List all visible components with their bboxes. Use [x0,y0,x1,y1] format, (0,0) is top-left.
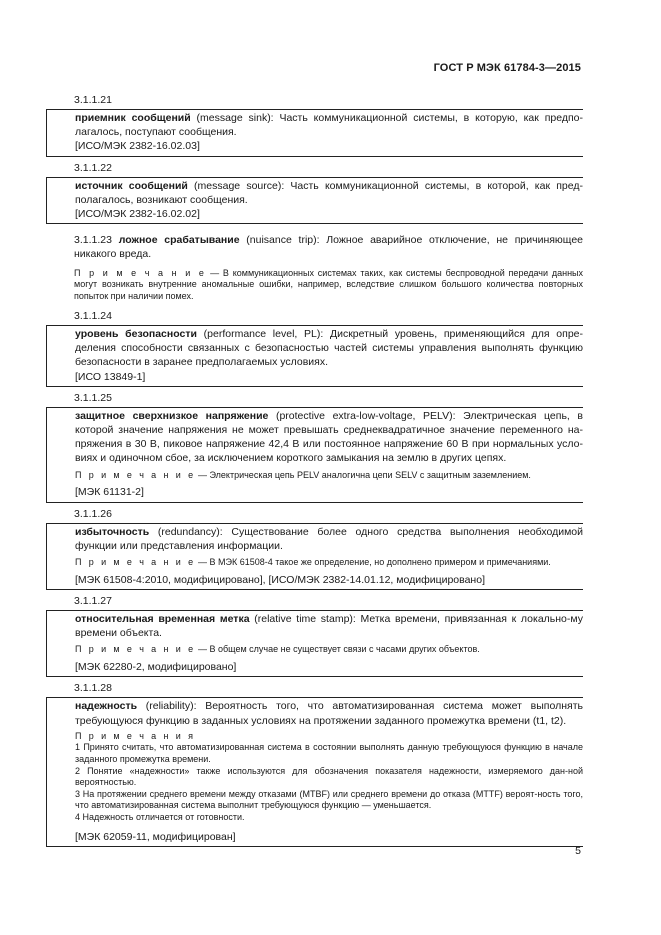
reference: [ИСО 13849-1] [75,370,146,383]
definition-text [75,179,583,207]
note-item: 2 Понятие «надежности» также используются для обозначения показателя надежности, измеряемого дан-ной вероятностью. [75,765,583,788]
entry-number: 3.1.1.27 [74,595,112,608]
document-body [46,91,583,847]
note-item: 4 Надежность отличается от готовности. [75,812,245,823]
definition-body: (performance level, PL): Дискретный уровень, применяющийся для опре-деления способности связанных с безопасностью частей системы управления выполнять функцию безопасности в заранее предполагаемых условиях. [75,328,584,369]
definition-box [46,610,583,677]
note-text: — В общем случае не существует связи с часами других объектов. [195,644,480,655]
definition-body: (reliability): Вероятность того, что автоматизированная система может выполнять требующуюся функцию в заданных условиях на протяжении заданного промежутка времени (t1, t2). [75,700,583,727]
page-number: 5 [575,845,581,857]
reference: [МЭК 62280-2, модифицировано] [75,661,237,674]
note-item: 3 На протяжении среднего времени между отказами (MTBF) или среднего времени до отказа (MTTF) вероят-ность того, что автоматизированная система выполнит требующуюся функцию — уменьшается. [75,788,583,811]
term: источник сообщений [75,179,188,192]
term: надежность [75,700,138,713]
notes-label: П р и м е ч а н и я [75,730,196,741]
entry-number: 3.1.1.25 [74,391,112,404]
term: приемник сообщений [75,112,191,124]
entry-number: 3.1.1.22 [74,161,112,174]
term: ложное срабатывание [118,234,240,247]
term: уровень безопасности [75,328,197,341]
definition-text [75,111,583,139]
reference: [МЭК 61131-2] [75,486,144,499]
definition-body: (message sink): Часть коммуникационной системы, в которую, как предпо-лагалось, поступают сообщения. [75,112,583,139]
note-label: П р и м е ч а н и е [75,469,196,480]
note-label: П р и м е ч а н и е [74,267,207,278]
definition-box [46,325,583,387]
standard-header: ГОСТ Р МЭК 61784-3—2015 [433,62,581,74]
definition-body: (redundancy): Существование более одного средства выполнения необходимой функции или представления информации. [75,525,583,552]
entry-number: 3.1.1.28 [74,682,112,695]
reference: [МЭК 62059-11, модифицирован] [75,830,236,843]
reference: [ИСО/МЭК 2382-16.02.02] [75,208,200,221]
note [75,644,583,656]
definition-box [46,177,583,225]
definition-box [46,109,583,157]
note-text: — В МЭК 61508-4 такое же определение, но дополнено примером и примечаниями. [195,557,551,568]
definition-plain [46,233,583,303]
definition-text [75,327,583,370]
entry-number: 3.1.1.26 [74,507,112,520]
definition-body: (protective extra-low-voltage, PELV): Электрическая цепь, в которой значение напряжения не может превышать среднеквадратичное значение переменного на-пряжения в 30 В, пиковое напряжение 42,4 В или постоянное напряжение 60 В при нормальных усло-виях и одиночном сбое, за исключением короткого замыкания на землю в других цепях. [75,409,584,465]
definition-box [46,697,583,846]
definition-text [75,409,583,466]
note-text: — В коммуникационных системах таких, как системы беспроводной передачи данных могут возникать внутренние аномальные ошибки, например, вследствие слишком большого количества повторных попыток при наличии помех. [74,267,584,302]
definition-body: (nuisance trip): Ложное аварийное отключение, не причиняющее никакого вреда. [74,234,583,261]
note [75,557,583,569]
entry-number: 3.1.1.21 [74,94,112,106]
entry-number: 3.1.1.23 [74,234,112,247]
note-item: 1 Принято считать, что автоматизированная система в состоянии выполнять данную требующуюся функцию в начале заданного промежутка времени. [75,742,583,765]
definition-text [75,525,583,553]
definition-body: (message source): Часть коммуникационной системы, в которой, как пред-полагалось, возникают сообщения. [75,179,583,206]
term: защитное сверхнизкое напряжение [75,409,269,422]
note-text: — Электрическая цепь PELV аналогична цепи SELV с защитным заземлением. [195,469,531,480]
reference: [МЭК 61508-4:2010, модифицировано], [ИСО/МЭК 2382-14.01.12, модифицировано] [75,573,485,586]
note [75,470,583,482]
note [46,268,583,303]
definition-text [75,699,583,727]
notes-list [75,731,583,824]
definition-box [46,523,583,590]
term: избыточность [75,525,150,538]
entry-number: 3.1.1.24 [74,310,112,323]
reference: [ИСО/МЭК 2382-16.02.03] [75,140,200,153]
note-label: П р и м е ч а н и е [75,557,196,568]
term: относительная временная метка [75,613,250,626]
definition-text [75,612,583,640]
definition-text [74,233,583,261]
definition-body: (relative time stamp): Метка времени, привязанная к локально-му времени объекта. [75,613,583,640]
note-label: П р и м е ч а н и е [75,644,196,655]
definition-box [46,407,583,503]
